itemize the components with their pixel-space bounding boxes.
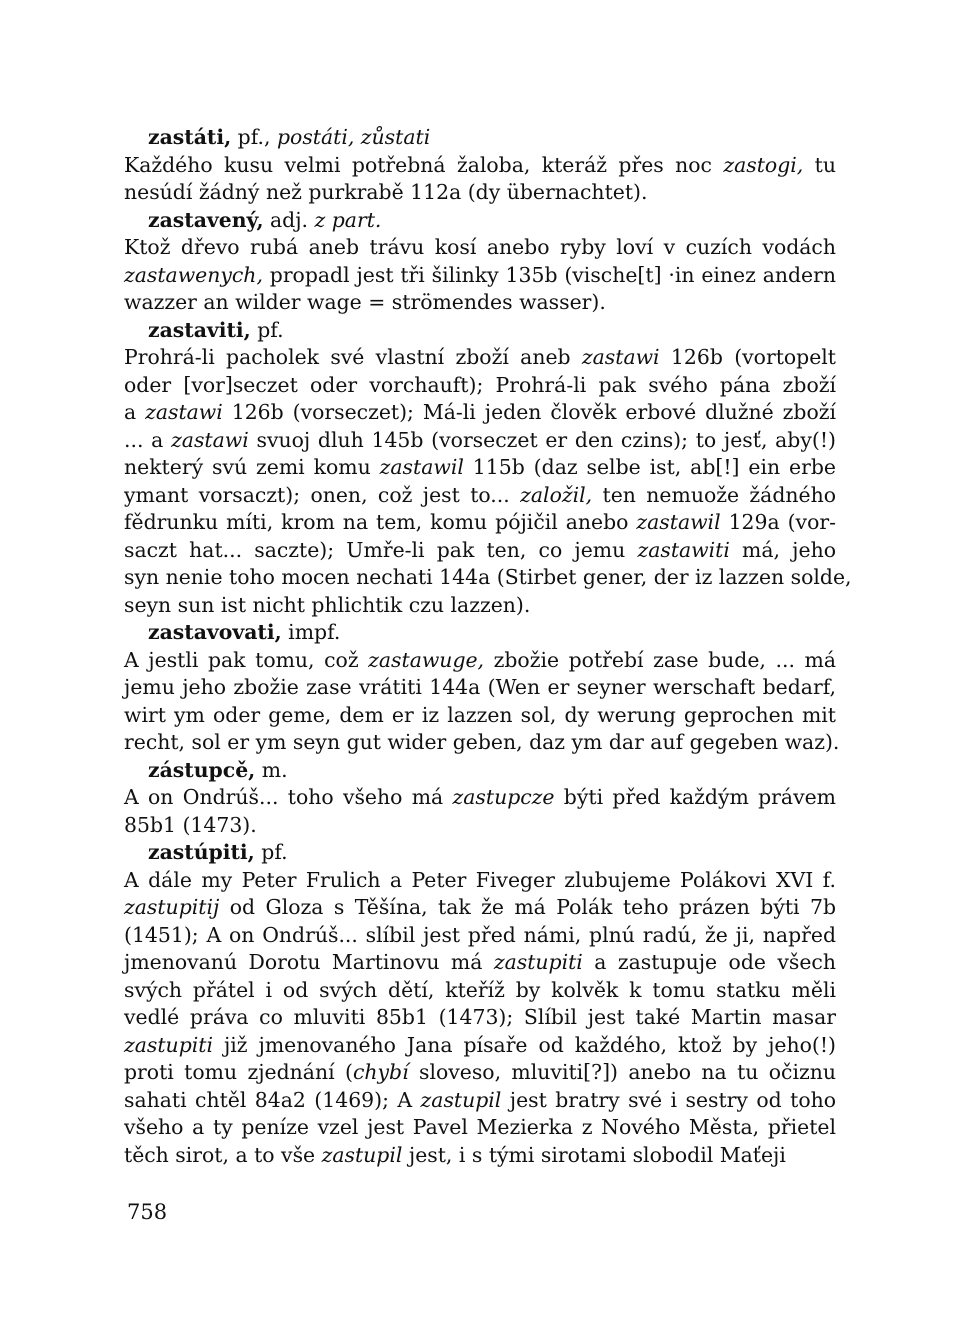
text-run: 126b (vortopelt	[659, 345, 836, 369]
text-run: od Gloza s Těšína, tak že má Polák teho prázen býti 7b	[219, 895, 836, 919]
cited-form: zastogi,	[723, 152, 804, 177]
grammar-label: impf.	[281, 620, 341, 644]
cited-form: zastupitij	[124, 895, 220, 919]
cited-form: zastupiti	[493, 950, 583, 974]
citation-line	[124, 1032, 836, 1060]
citation-line	[124, 592, 836, 620]
text-run: 85b1 (1473).	[124, 812, 257, 837]
citation-line	[124, 867, 836, 895]
text-run: A dále my Peter Frulich a Peter Fiveger zlubujeme Polákovi XVI f.	[124, 867, 836, 892]
text-run: svých přátel i od svých dětí, kteříž by kolvěk k tomu statku měli	[124, 977, 836, 1002]
text-run: zbožie potřebí zase bude, ... má	[484, 647, 836, 672]
headword: zastáti,	[148, 125, 232, 149]
citation-line	[124, 344, 836, 372]
cited-form: zastawil	[379, 455, 464, 479]
headword: zastavený,	[148, 207, 264, 232]
cited-form: zastawenych,	[124, 262, 263, 287]
citation-line	[124, 234, 836, 262]
cited-form: zastawuge,	[368, 647, 485, 672]
text-run: a	[124, 400, 146, 424]
cited-form: zastupcze	[452, 785, 555, 809]
text-run: jemu jeho zbožie zase vrátiti 144a (Wen er seyner werschaft bedarf,	[124, 675, 836, 699]
citation-line	[124, 1142, 836, 1170]
text-run: propadl jest tři šilinky 135b (vische[t] ·in einez andern	[262, 262, 836, 287]
text-run: býti před každým právem	[554, 785, 836, 809]
text-run: fědrunku míti, krom na tem, komu pójičil anebo	[124, 510, 637, 534]
cited-form: založil,	[520, 482, 593, 507]
text-run: Prohrá-li pacholek své vlastní zboží aneb	[124, 345, 582, 369]
text-run: těch sirot, a to vše	[124, 1142, 322, 1167]
text-run: a zastupuje ode všech	[582, 950, 836, 974]
citation-line	[124, 812, 836, 840]
dictionary-entries	[124, 124, 852, 1169]
citation-line	[124, 454, 836, 482]
text-run: nekterý svú zemi komu	[124, 455, 380, 479]
citation-line	[124, 674, 836, 702]
text-run: wazzer an wilder wage = strömendes wasser).	[124, 290, 606, 314]
citation-line	[124, 399, 836, 427]
text-run: 129a (vor-	[720, 510, 836, 534]
cited-form: zastawi	[581, 345, 660, 369]
entry-heading	[124, 207, 836, 235]
text-run: ... a	[124, 427, 172, 452]
text-run: 115b (daz selbe ist, ab[!] ein erbe	[463, 455, 836, 479]
citation-line	[124, 509, 836, 537]
cited-form: zastawiti	[637, 537, 730, 562]
text-run: jmenovanú Dorotu Martinovu má	[124, 950, 494, 974]
text-run: již jmenovaného Jana písaře od každého, ktož by jeho(!)	[212, 1032, 836, 1057]
text-run: tu	[803, 152, 836, 177]
citation-line	[124, 564, 852, 592]
text-run: oder [vor]seczet oder vorchauft); Prohrá-li pak svého pána zboží	[124, 372, 836, 397]
citation-line	[124, 702, 836, 730]
text-run: seyn sun ist nicht phlichtik czu lazzen).	[124, 592, 531, 617]
cited-form: zastawil	[636, 510, 721, 534]
entry-heading	[124, 839, 836, 867]
text-run: jest bratry své i sestry od toho	[501, 1087, 836, 1112]
text-run: recht, sol er ym seyn gut wider geben, daz ym dar auf gegeben waz).	[124, 730, 840, 754]
text-run: vedlé práva co mluviti 85b1 (1473); Slíbil jest také Martin masar	[124, 1005, 836, 1029]
cited-form: chybí	[352, 1060, 409, 1084]
entry-heading	[124, 757, 836, 785]
headword: zastúpiti,	[148, 840, 255, 864]
text-run: proti tomu zjednání (	[124, 1060, 353, 1084]
citation-line	[124, 647, 836, 675]
citation-line	[124, 262, 836, 290]
text-run: sahati chtěl 84a2 (1469); A	[124, 1087, 421, 1112]
citation-line	[124, 1087, 836, 1115]
citation-line	[124, 152, 836, 180]
cited-form: zastawi	[145, 400, 223, 424]
citation-line	[124, 1059, 836, 1087]
text-run: 126b (vorseczet); Má-li jeden člověk erbové dlužné zboží	[222, 400, 836, 424]
citation-line	[124, 482, 836, 510]
citation-line	[124, 427, 836, 455]
text-run: A on Ondrúš... toho všeho má	[124, 785, 453, 809]
text-run: ymant vorsaczt); onen, což jest to...	[124, 482, 521, 507]
text-run: nesúdí žádný než purkrabě 112a (dy übernachtet).	[124, 180, 648, 204]
grammar-label: pf.,	[231, 125, 277, 149]
grammar-label: adj.	[263, 207, 315, 232]
text-run: Každého kusu velmi potřebná žaloba, kteráž přes noc	[124, 152, 724, 177]
text-run: Ktož dřevo rubá aneb trávu kosí anebo ryby loví v cuzích vodách	[124, 235, 836, 259]
entry-heading	[124, 124, 836, 152]
text-run: saczt hat... saczte); Umře-li pak ten, co jemu	[124, 537, 638, 562]
grammar-label: m.	[255, 757, 288, 782]
text-run: (1451); A on Ondrúš... slíbil jest před námi, plnú radú, že ji, napřed	[124, 922, 836, 947]
entry-gloss: z part.	[314, 207, 382, 232]
citation-line	[124, 372, 836, 400]
text-run: sloveso, mluviti[?]) anebo na tu očiznu	[408, 1060, 837, 1084]
text-run: ten nemuože žádného	[592, 482, 836, 507]
text-run: má, jeho	[729, 537, 836, 562]
citation-line	[124, 977, 836, 1005]
citation-line	[124, 289, 836, 317]
text-run: svuoj dluh 145b (vorseczet er den czins); to jesť, aby(!)	[248, 427, 836, 452]
headword: zastavovati,	[148, 620, 282, 644]
grammar-label: pf.	[254, 840, 288, 864]
text-run: syn nenie toho mocen nechati 144a (Stirbet gener, der iz lazzen solde,	[124, 565, 852, 589]
headword: zastaviti,	[148, 317, 251, 342]
cited-form: zastupiti	[124, 1032, 213, 1057]
text-run: všeho a ty peníze vzel jest Pavel Mezierka z Nového Města, přietel	[124, 1115, 836, 1139]
cited-form: zastupil	[321, 1142, 403, 1167]
entry-heading	[124, 317, 836, 345]
citation-line	[124, 894, 836, 922]
citation-line	[124, 784, 836, 812]
entry-gloss: postáti, zůstati	[276, 125, 431, 149]
citation-line	[124, 537, 836, 565]
page-number: 758	[127, 1200, 168, 1224]
citation-line	[124, 729, 840, 757]
cited-form: zastawi	[171, 427, 249, 452]
headword: zástupcě,	[148, 757, 256, 782]
citation-line	[124, 1004, 836, 1032]
citation-line	[124, 1114, 836, 1142]
citation-line	[124, 949, 836, 977]
text-run: wirt ym oder geme, dem er iz lazzen sol, dy werung geprochen mit	[124, 702, 836, 727]
text-run: A jestli pak tomu, což	[124, 647, 369, 672]
cited-form: zastupil	[420, 1087, 502, 1112]
citation-line	[124, 922, 836, 950]
citation-line	[124, 179, 836, 207]
grammar-label: pf.	[250, 317, 284, 342]
text-run: jest, i s tými sirotami slobodil Maťeji	[402, 1142, 786, 1167]
entry-heading	[124, 619, 836, 647]
